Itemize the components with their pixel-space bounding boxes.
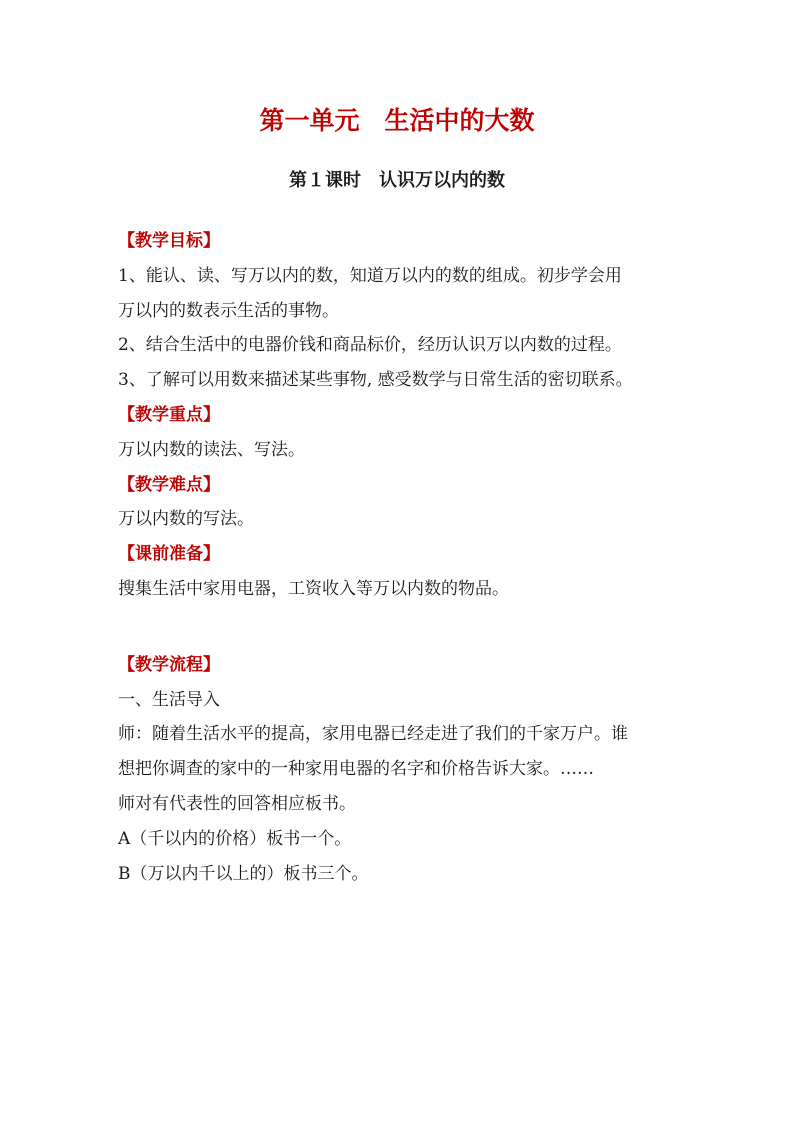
preparation-heading: 【课前准备】: [118, 544, 220, 565]
process-heading: 【教学流程】: [118, 654, 220, 675]
difficulty-heading: 【教学难点】: [118, 474, 220, 495]
preparation-text: 搜集生活中家用电器，工资收入等万以内数的物品。: [118, 578, 509, 599]
difficulty-text: 万以内数的写法。: [118, 509, 254, 530]
key-point-text: 万以内数的读法、写法。: [118, 439, 305, 460]
paragraph-gap: [118, 607, 690, 648]
item-b: B（万以内千以上的）板书三个。: [118, 863, 369, 884]
unit-title: 第一单元 生活中的大数: [259, 106, 535, 135]
key-point-heading: 【教学重点】: [118, 404, 220, 425]
document-body: [118, 224, 690, 891]
teacher-line-3: 师对有代表性的回答相应板书。: [118, 793, 356, 814]
objective-3: 3、了解可以用数来描述某些事物, 感受数学与日常生活的密切联系。: [118, 370, 633, 391]
section-1-heading: 一、生活导入: [118, 689, 220, 710]
item-a: A（千以内的价格）板书一个。: [118, 828, 352, 849]
objective-1-line-1: 1、能认、读、写万以内的数，知道万以内的数的组成。初步学会用: [118, 265, 622, 286]
objectives-heading: 【教学目标】: [118, 231, 220, 251]
teacher-line-2: 想把你调查的家中的一种家用电器的名字和价格告诉大家。……: [118, 759, 594, 780]
objective-1-line-2: 万以内的数表示生活的事物。: [118, 300, 339, 321]
lesson-subtitle: 第１课时 认识万以内的数: [289, 170, 505, 191]
teacher-line-1: 师：随着生活水平的提高，家用电器已经走进了我们的千家万户。谁: [118, 724, 628, 745]
objective-2: 2、结合生活中的电器价钱和商品标价，经历认识万以内数的过程。: [118, 335, 622, 356]
